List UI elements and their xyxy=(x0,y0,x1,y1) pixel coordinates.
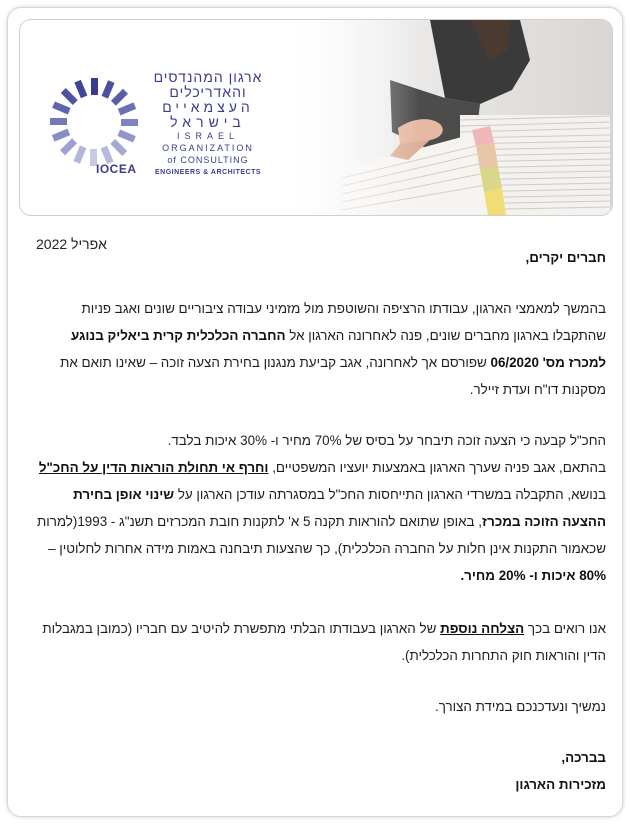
org-logo xyxy=(40,70,270,180)
header-banner xyxy=(19,19,613,216)
logo-acronym: IOCEA xyxy=(96,162,137,176)
photo-fade xyxy=(280,20,420,215)
closing: בברכה, xyxy=(561,750,606,765)
paragraph-1: בהמשך למאמצי הארגון, עבודתו הרציפה והשוטפת מול מזמיני עבודה ציבוריים שונים ואגב פניות שהתקבלו בארגון מחברים שונים, פנה לאחרונה הארגון אל החברה הכלכלית קרית ביאליק בנוגע למכרז מס' 06/2020 שפורסם אך לאחרונה, אגב קביעת מנגנון בחירת הצעה זוכה – שאינו תואם את מסקנות דו"ח ועדת זיילר. xyxy=(60,301,606,397)
signature: מזכירות הארגון xyxy=(515,777,606,792)
logo-eng-line-2: ORGANIZATION xyxy=(162,143,254,153)
paragraph-4: נמשיך ונעדכנכם במידת הצורך. xyxy=(434,699,606,714)
logo-heb-line-4: בישראל xyxy=(170,114,246,130)
letter-body xyxy=(32,244,606,798)
greeting: חברים יקרים, xyxy=(525,250,606,265)
logo-eng-line-4: ENGINEERS & ARCHITECTS xyxy=(154,169,262,176)
letter-date: אפריל 2022 xyxy=(36,236,107,252)
logo-heb-line-1: ארגון המהנדסים xyxy=(153,69,263,85)
paragraph-2-line-1: החכ"ל קבעה כי הצעה זוכה תיבחר על בסיס של 70% מחיר ו- 30% איכות בלבד. xyxy=(167,433,606,448)
logo-heb-line-3: העצמאיים xyxy=(162,99,254,115)
logo-heb-line-2: והאדריכלים xyxy=(169,84,247,100)
paragraph-3: אנו רואים בכך הצלחה נוספת של הארגון בעבודתו הבלתי מתפשרת להיטיב עם חבריו (כמובן במגבלות הדין והוראות חוק התחרות הכלכלית). xyxy=(42,621,606,663)
logo-eng-line-1: ISRAEL xyxy=(176,131,239,141)
paragraph-2: בהתאם, אגב פניה שערך הארגון באמצעות יועציו המשפטיים, וחרף אי תחולת הוראות הדין על החכ"ל בנושא, התקבלה במשרדי הארגון התייחסות החכ"ל במסגרתה עודכן הארגון על שינוי אופן בחירת ההצעה הזוכה במכרז, באופן שתואם להוראות תקנה 5 א' לתקנות חובת המכרזים תשנ"ג - 1993(למרות שכאמור התקנות אינן חלות על החברה הכלכלית), כך שהצעות תיבחנה באמות מידה אחרות לחלוטין – 80% איכות ו- 20% מחיר. xyxy=(36,460,606,583)
letter-frame xyxy=(7,7,623,817)
logo-eng-line-3: of CONSULTING xyxy=(167,155,249,165)
logo-wordmark xyxy=(153,70,263,178)
